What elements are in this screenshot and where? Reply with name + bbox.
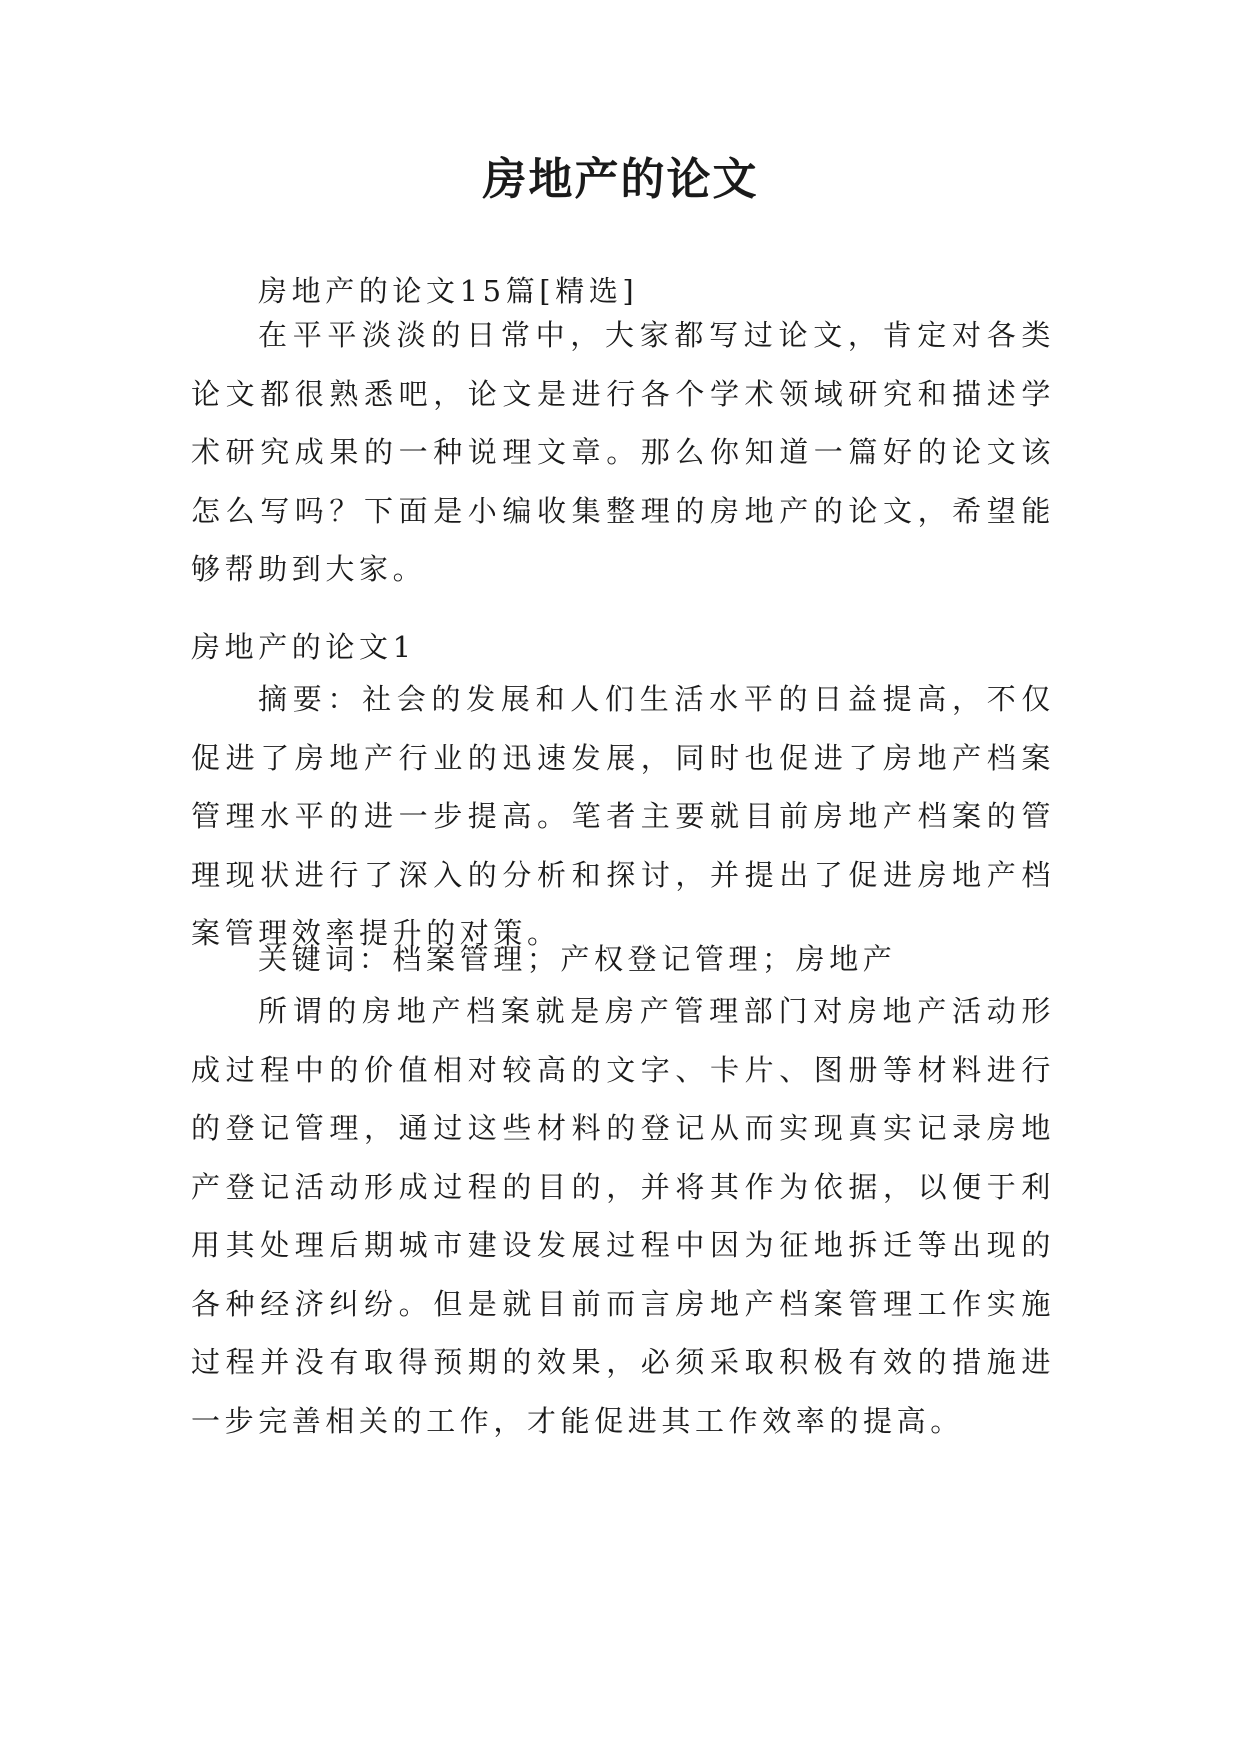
intro-paragraph: 在平平淡淡的日常中，大家都写过论文，肯定对各类论文都很熟悉吧，论文是进行各个学术领域研究和描述学术研究成果的一种说理文章。那么你知道一篇好的论文该怎么写吗？下面是小编收集整理的房地产的论文，希望能够帮助到大家。 [191,318,1055,586]
keywords-line: 关键词：档案管理；产权登记管理；房地产 [258,942,897,976]
document-title: 房地产的论文 [482,154,759,205]
section-heading: 房地产的论文1 [191,630,416,664]
abstract-paragraph: 摘要：社会的发展和人们生活水平的日益提高，不仅促进了房地产行业的迅速发展，同时也促进了房地产档案管理水平的进一步提高。笔者主要就目前房地产档案的管理现状进行了深入的分析和探讨，并提出了促进房地产档案管理效率提升的对策。 [191,682,1055,950]
body-paragraph: 所谓的房地产档案就是房产管理部门对房地产活动形成过程中的价值相对较高的文字、卡片、图册等材料进行的登记管理，通过这些材料的登记从而实现真实记录房地产登记活动形成过程的目的，并将其作为依据，以便于利用其处理后期城市建设发展过程中因为征地拆迁等出现的各种经济纠纷。但是就目前而言房地产档案管理工作实施过程并没有取得预期的效果，必须采取积极有效的措施进一步完善相关的工作，才能促进其工作效率的提高。 [191,994,1055,1438]
document-subtitle: 房地产的论文15篇[精选] [258,274,639,308]
